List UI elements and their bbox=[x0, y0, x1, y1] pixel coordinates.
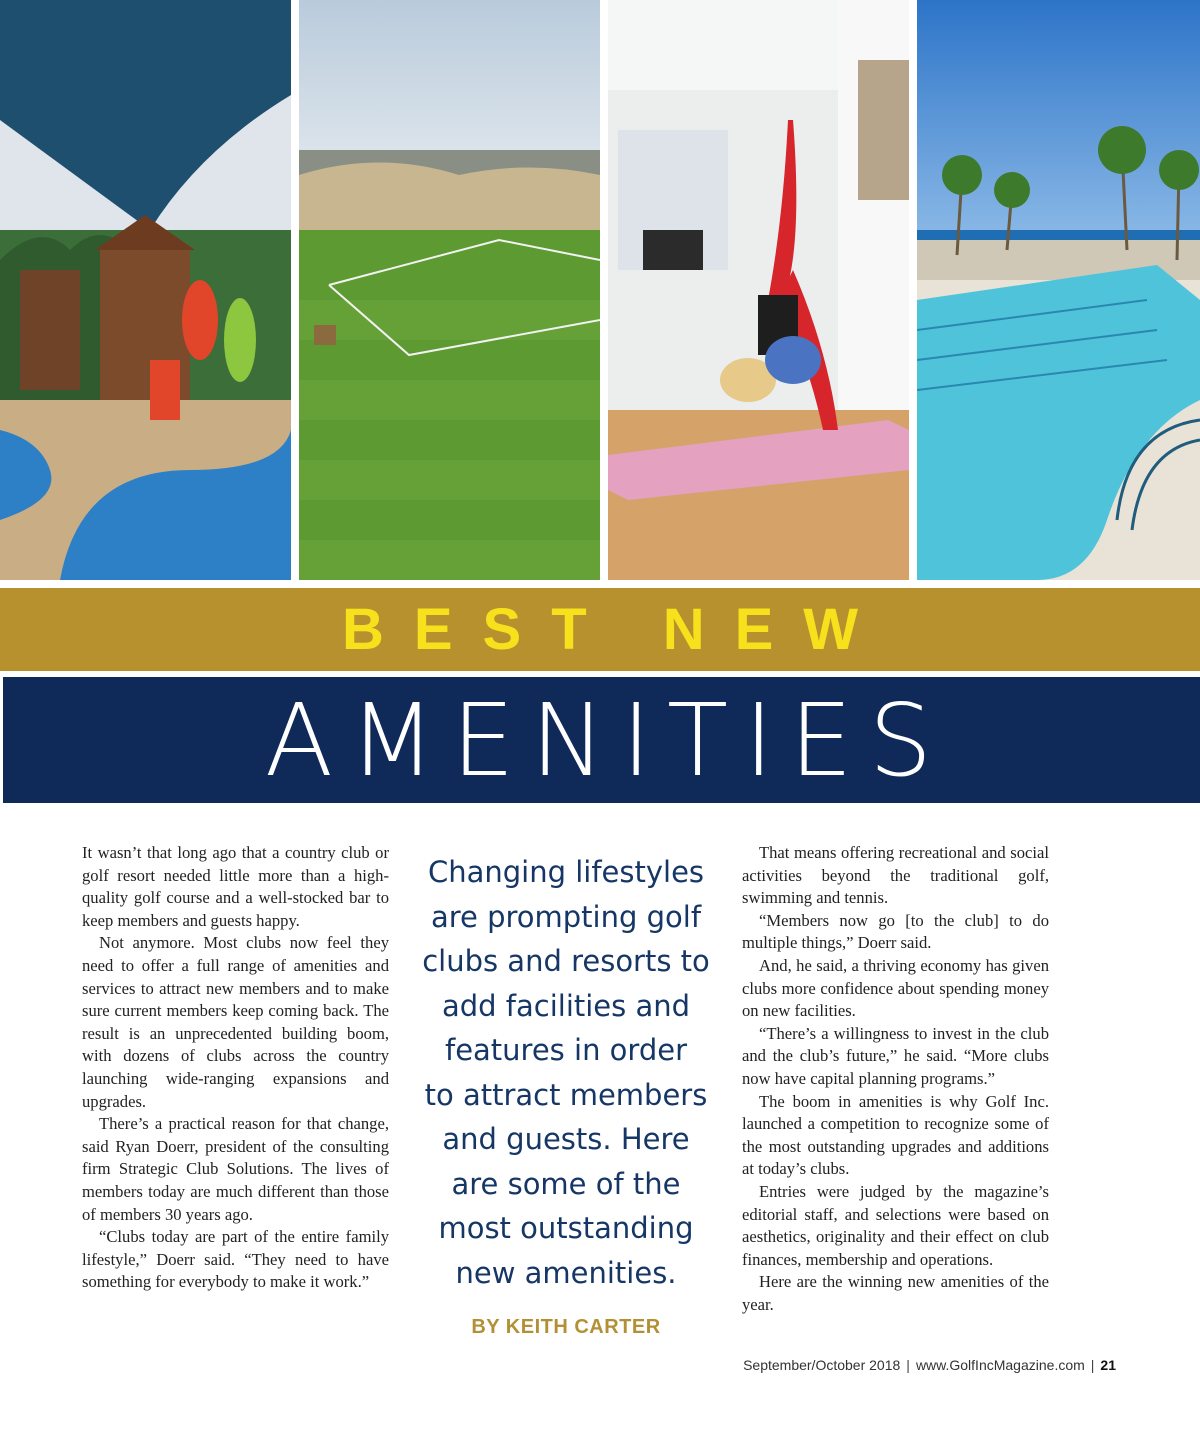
resort-pool-photo bbox=[917, 0, 1200, 580]
body-paragraph: And, he said, a thriving economy has given clubs more confidence about spending money on new facilities. bbox=[742, 955, 1049, 1021]
byline: BY KEITH CARTER bbox=[471, 1316, 661, 1338]
body-paragraph: Not anymore. Most clubs now feel they need to offer a full range of amenities and services to attract new members and to make sure current members keep coming back. The result is an unprecedented building boom, with dozens of clubs across the country launching wide-ranging expansions and upgrades. bbox=[82, 933, 389, 1111]
pull-quote-line: are some of the bbox=[451, 1166, 681, 1201]
headline-line2: AMENITIES bbox=[264, 681, 949, 799]
body-paragraph: That means offering recreational and social activities beyond the traditional golf, swimming and tennis. bbox=[742, 843, 1049, 908]
article-column-right bbox=[742, 842, 1049, 1316]
body-paragraph: The boom in amenities is why Golf Inc. launched a competition to recognize some of the most outstanding upgrades and additions at today’s clubs. bbox=[742, 1091, 1049, 1179]
pull-quote-line: most outstanding bbox=[438, 1211, 694, 1245]
page-footer bbox=[743, 1357, 1116, 1373]
body-paragraph: Here are the winning new amenities of the year. bbox=[742, 1272, 1049, 1314]
body-paragraph: “There’s a willingness to invest in the club and the club’s future,” he said. “More clubs now have capital planning programs.” bbox=[742, 1023, 1049, 1088]
body-paragraph: It wasn’t that long ago that a country club or golf resort needed little more than a high-quality golf course and a well-stocked bar to keep members and guests happy. bbox=[82, 843, 389, 930]
issue-date: September/October 2018 bbox=[743, 1357, 901, 1373]
headline-band-gold bbox=[0, 588, 1200, 671]
pull-quote-line: and guests. Here bbox=[442, 1122, 690, 1156]
body-paragraph: “Clubs today are part of the entire family lifestyle,” Doerr said. “They need to have something for everybody to make it work.” bbox=[82, 1227, 389, 1292]
pull-quote-line: add facilities and bbox=[441, 988, 691, 1023]
playground-photo bbox=[0, 0, 291, 580]
page-number: 21 bbox=[1100, 1357, 1116, 1373]
footer-separator: | bbox=[906, 1357, 910, 1373]
website-link[interactable]: www.GolfIncMagazine.com bbox=[915, 1357, 1085, 1373]
pull-quote-line: features in order bbox=[444, 1033, 687, 1067]
body-paragraph: “Members now go [to the club] to do multiple things,” Doerr said. bbox=[742, 910, 1049, 953]
pull-quote-line: Changing lifestyles bbox=[427, 855, 705, 889]
body-paragraph: Entries were judged by the magazine’s editorial staff, and selections were based on aesthetics, originality and their effect on club finances, membership and operations. bbox=[742, 1181, 1049, 1269]
grass-tennis-court-photo bbox=[299, 0, 600, 580]
headline-band-navy bbox=[3, 677, 1200, 803]
pull-quote-line: clubs and resorts to bbox=[422, 944, 710, 978]
headline-line1: BEST NEW bbox=[341, 597, 889, 662]
pull-quote-line: new amenities. bbox=[455, 1255, 677, 1290]
pull-quote-line: are prompting golf bbox=[430, 899, 702, 934]
body-paragraph: There’s a practical reason for that change, said Ryan Doerr, president of the consulting firm Strategic Club Solutions. The lives of members today are much different than those of members 30 years ago. bbox=[82, 1114, 389, 1224]
yoga-fitness-photo bbox=[608, 0, 909, 580]
footer-separator: | bbox=[1090, 1357, 1095, 1373]
pull-quote-line: to attract members bbox=[424, 1077, 708, 1112]
photo-strip bbox=[0, 0, 1200, 580]
pull-quote bbox=[410, 850, 722, 1295]
article-column-left bbox=[82, 842, 389, 1294]
